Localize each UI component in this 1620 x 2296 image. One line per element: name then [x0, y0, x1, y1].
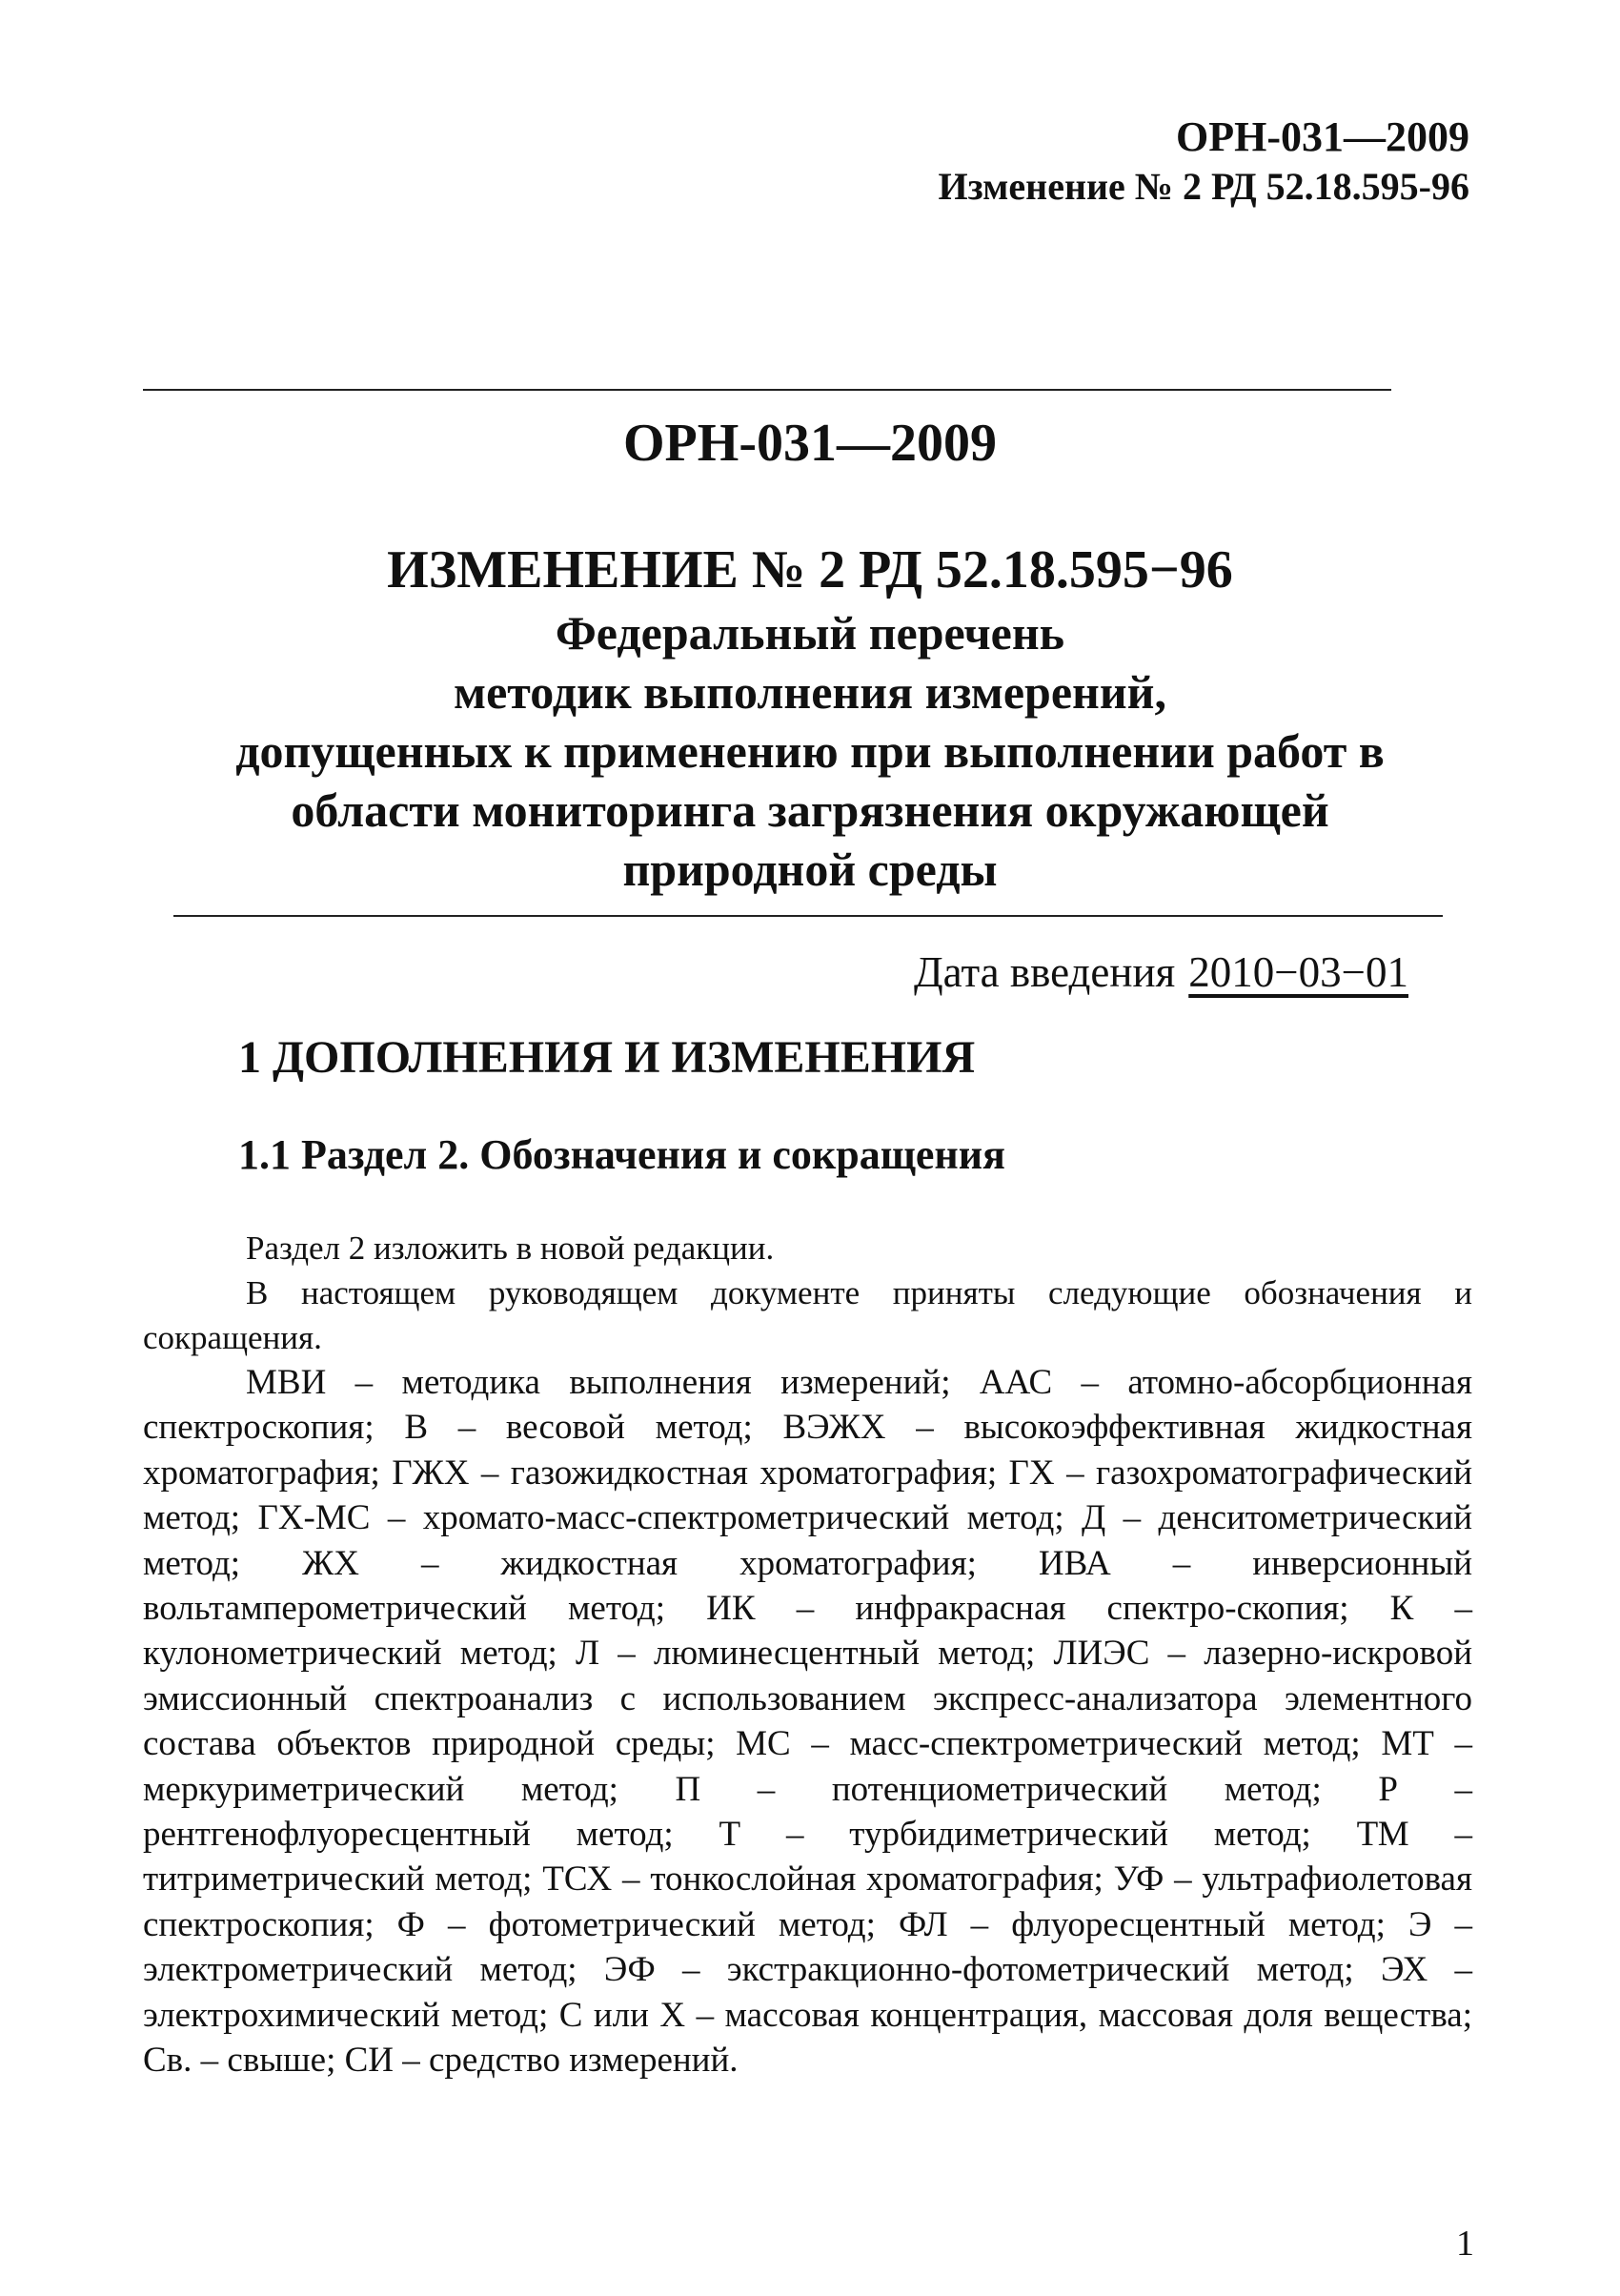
paragraph-2: В настоящем руководящем документе приняты следующие обозначения и сокращения. — [143, 1274, 1472, 1356]
title-document-code: ОРН-031—2009 — [623, 414, 997, 473]
effective-date-label: Дата введения — [913, 948, 1176, 996]
subsection-heading: 1.1 Раздел 2. Обозначения и сокращения — [238, 1131, 1005, 1178]
title-change-line: ИЗМЕНЕНИЕ № 2 РД 52.18.595−96 — [387, 540, 1233, 599]
page-number: 1 — [1456, 2224, 1474, 2264]
title-block — [143, 405, 1477, 899]
title-line-4: допущенных к применению при выполнении работ в — [235, 724, 1385, 778]
header-block — [939, 112, 1469, 212]
paragraph-abbreviations: МВИ – методика выполнения измерений; ААС – атомно-абсорбционная спектроскопия; В – весовой метод; ВЭЖХ – высокоэффективная жидкостная хроматография; ГЖХ – газожидкостная хроматография; ГХ – газохроматографический метод; ГХ-МС – хромато-масс-спектрометрический метод; Д – денситометрический метод; ЖХ – жидкостная хроматография; ИВА – инверсионный вольтамперометрический метод; ИК – инфракрасная спектро-скопия; К – кулонометрический метод; Л – люминесцентный метод; ЛИЭС – лазерно-искровой эмиссионный спектроанализ с использованием экспресс-анализатора элементного состава объектов природной среды; МС – масс-спектрометрический метод; МТ – меркуриметрический метод; П – потенциометрический метод; Р – рентгенофлуоресцентный метод; Т – турбидиметрический метод; ТМ – титриметрический метод; ТСХ – тонкослойная хроматография; УФ – ультрафиолетовая спектроскопия; Ф – фотометрический метод; ФЛ – флуоресцентный метод; Э – электрометрический метод; ЭФ – экстракционно-фотометрический метод; ЭХ – электрохимический метод; С или Х – массовая концентрация, массовая доля вещества; Св. – свыше; СИ – средство измерений. — [143, 1363, 1472, 2081]
top-divider — [143, 389, 1391, 391]
section-heading: 1 ДОПОЛНЕНИЯ И ИЗМЕНЕНИЯ — [238, 1032, 976, 1083]
effective-date — [914, 944, 1408, 1001]
title-line-3: методик выполнения измерений, — [454, 665, 1166, 719]
title-line-6: природной среды — [622, 843, 998, 896]
paragraph-1: Раздел 2 изложить в новой редакции. — [246, 1229, 775, 1267]
header-change-reference: Изменение № 2 РД 52.18.595-96 — [938, 165, 1469, 208]
title-line-5: области мониторинга загрязнения окружающей — [291, 783, 1329, 837]
title-line-2: Федеральный перечень — [555, 606, 1065, 660]
header-document-code: ОРН-031—2009 — [1176, 113, 1469, 160]
effective-date-value: 2010−03−01 — [1188, 948, 1408, 996]
bottom-divider — [173, 915, 1443, 917]
section-body — [143, 1226, 1472, 2083]
